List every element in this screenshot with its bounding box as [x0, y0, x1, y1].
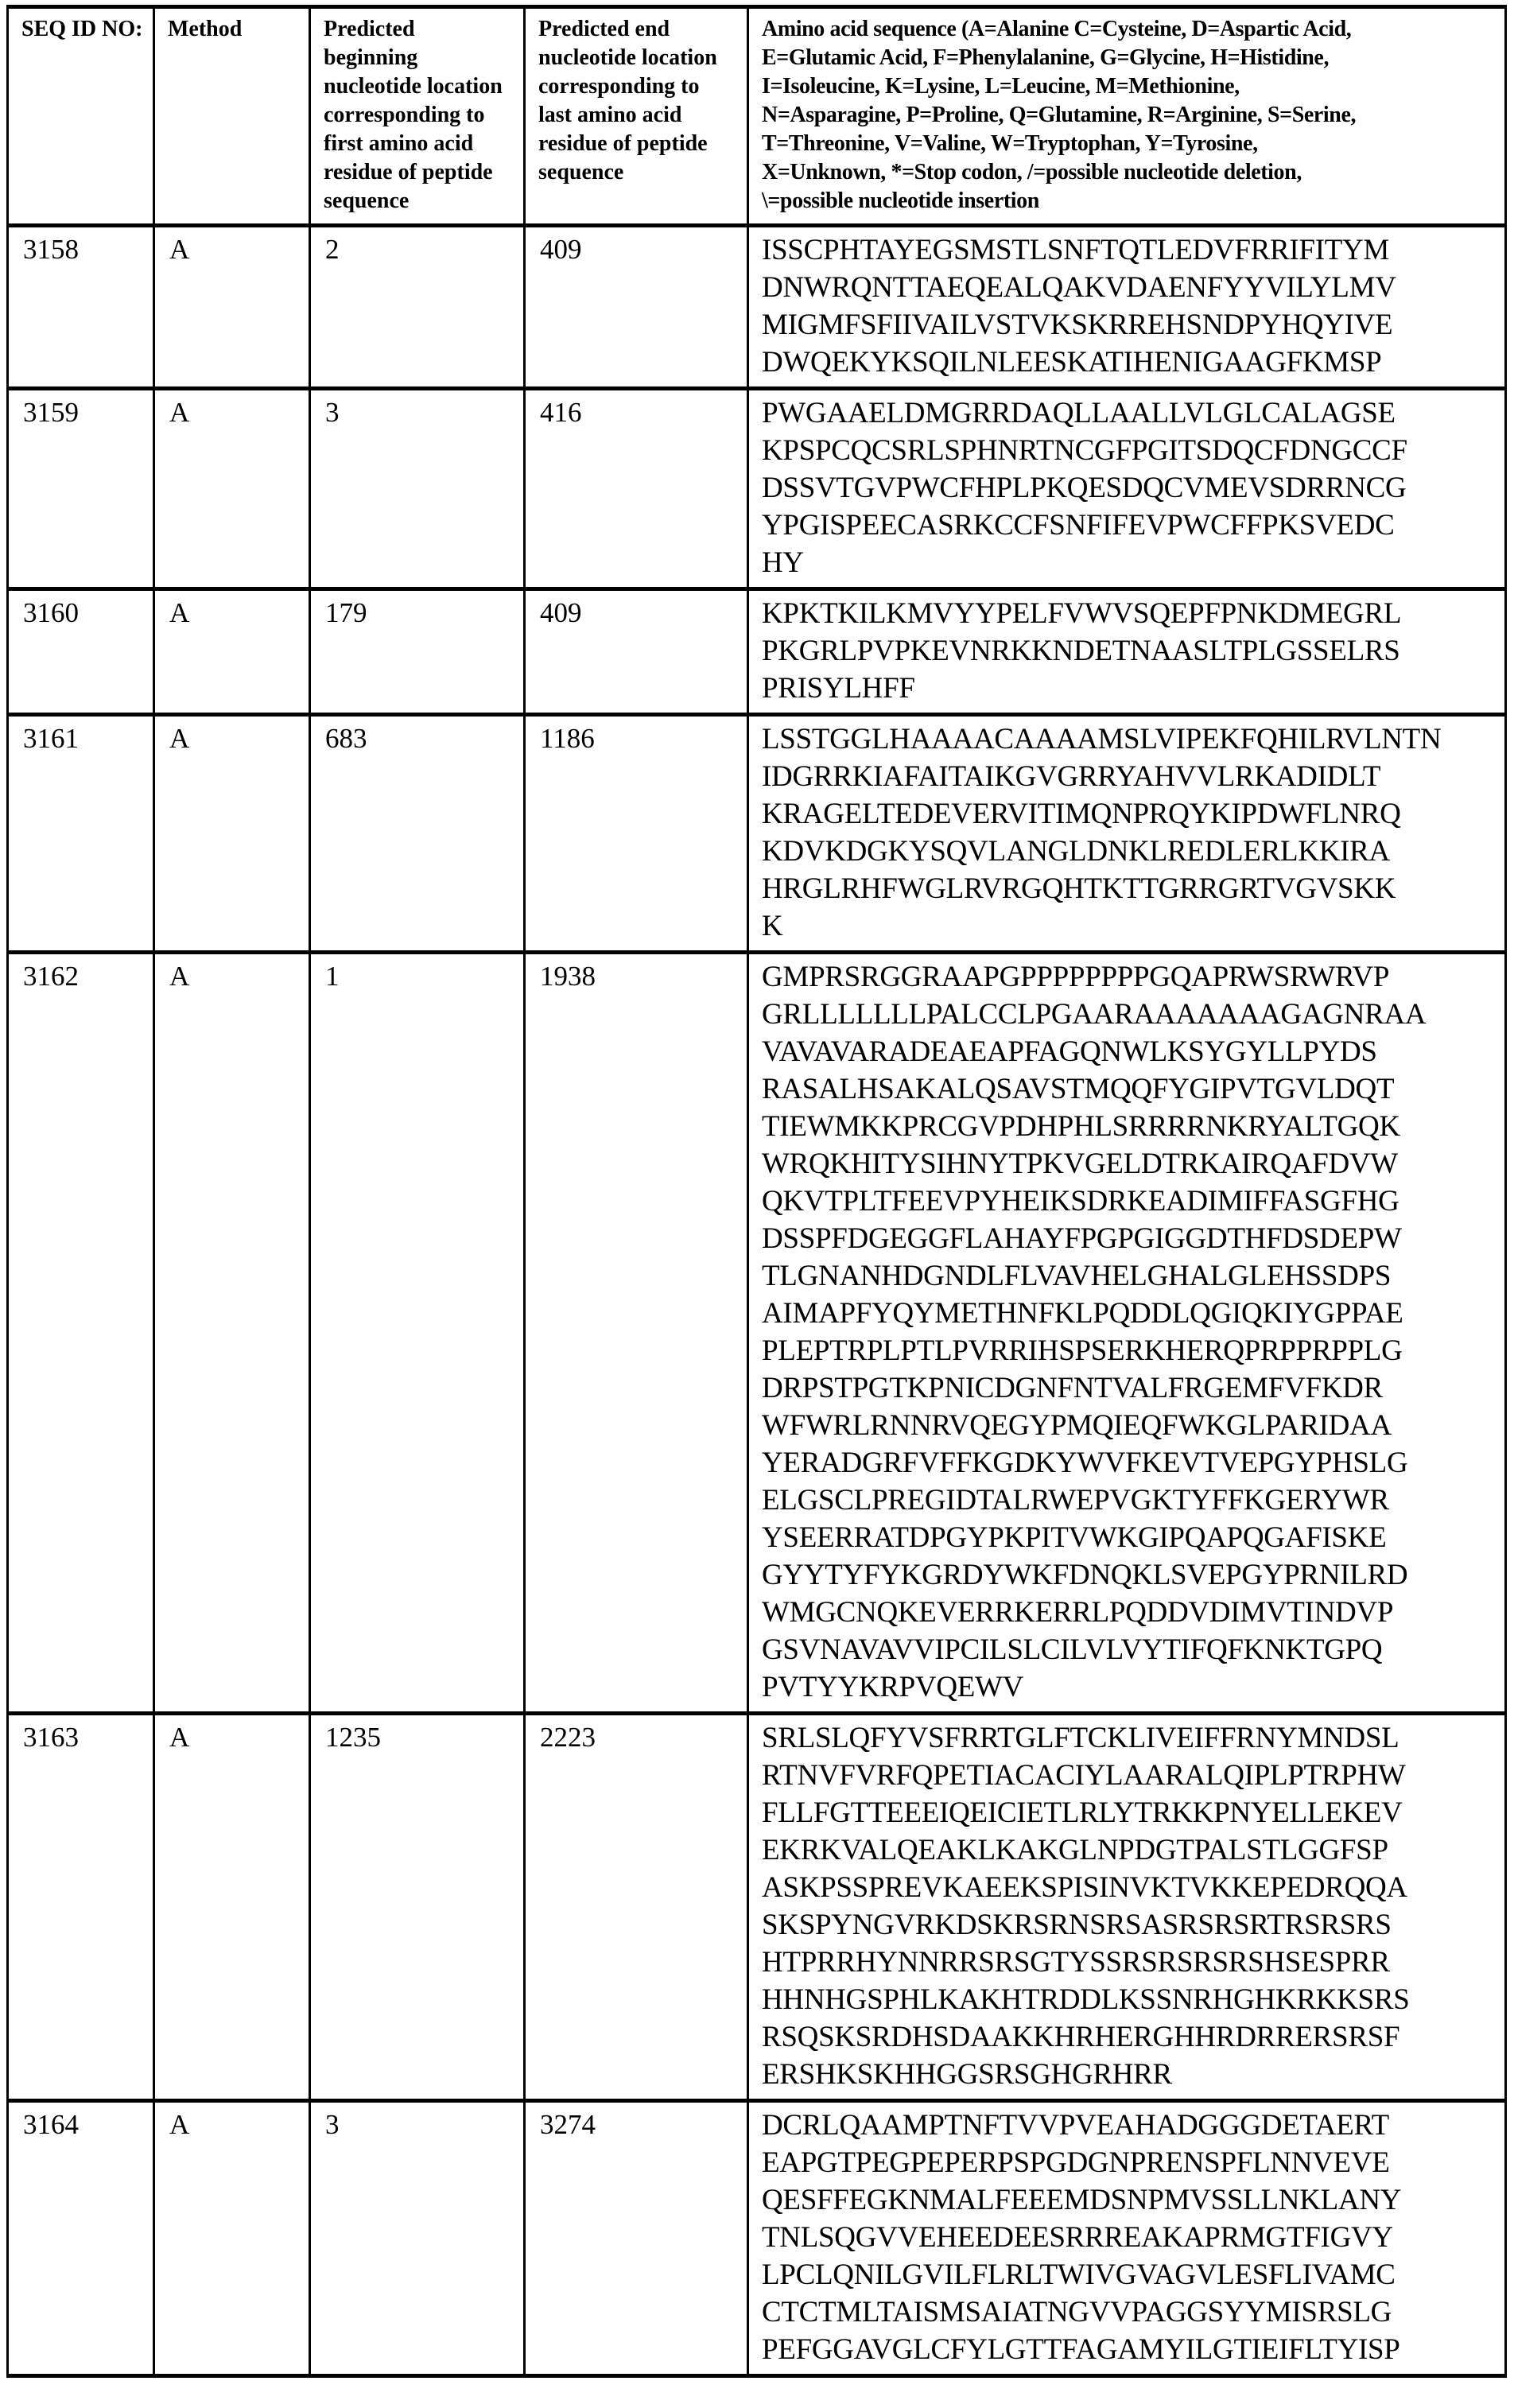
header-begin-location: Predicted beginning nucleotide location corresponding to first amino acid residue of peptide sequence [310, 7, 525, 226]
seq-id-cell: 3160 [8, 589, 154, 715]
table-row [8, 589, 1506, 715]
end-location-cell: 409 [525, 589, 748, 715]
end-location-cell: 3274 [525, 2101, 748, 2376]
sequence-listing-table [6, 5, 1507, 2378]
begin-location-cell: 2 [310, 226, 525, 389]
seq-id-cell: 3161 [8, 715, 154, 953]
method-cell: A [154, 715, 310, 953]
method-cell: A [154, 589, 310, 715]
amino-acid-sequence-cell: LSSTGGLHAAAACAAAAMSLVIPEKFQHILRVLNTN IDGRRKIAFAITAIKGVGRRYAHVVLRKADIDLT KRAGELTEDEVERVITIMQNPRQYKIPDWFLNRQ KDVKDGKYSQVLANGLDNKLREDLERLKKIRA HRGLRHFWGLRVRGQHTKTTGRRGRTVGVSKK K [748, 715, 1506, 953]
header-method: Method [154, 7, 310, 226]
amino-acid-sequence-cell: DCRLQAAMPTNFTVVPVEAHADGGGDETAERT EAPGTPEGPEPERPSPGDGNPRENSPFLNNVEVE QESFFEGKNMALFEEEMDSNPMVSSLLNKLANY TNLSQGVVEHEEDEESRRREAKAPRMGTFIGVY LPCLQNILGVILFLRLTWIVGVAGVLESFLIVAMC CTCTMLTAISMSAIATNGVVPAGGSYYMISRSLG PEFGGAVGLCFYLGTTFAGAMYILGTIEIFLTYISP [748, 2101, 1506, 2376]
begin-location-cell: 3 [310, 2101, 525, 2376]
begin-location-cell: 1 [310, 953, 525, 1714]
begin-location-cell: 3 [310, 389, 525, 589]
header-seq-id: SEQ ID NO: [8, 7, 154, 226]
end-location-cell: 2223 [525, 1714, 748, 2101]
seq-id-cell: 3163 [8, 1714, 154, 2101]
amino-acid-sequence-cell: PWGAAELDMGRRDAQLLAALLVLGLCALAGSE KPSPCQCSRLSPHNRTNCGFPGITSDQCFDNGCCF DSSVTGVPWCFHPLPKQESDQCVMEVSDRRNCG YPGISPEECASRKCCFSNFIFEVPWCFFPKSVEDC HY [748, 389, 1506, 589]
begin-location-cell: 683 [310, 715, 525, 953]
table-row [8, 2101, 1506, 2376]
end-location-cell: 1186 [525, 715, 748, 953]
table-row [8, 226, 1506, 389]
seq-id-cell: 3159 [8, 389, 154, 589]
seq-id-cell: 3158 [8, 226, 154, 389]
end-location-cell: 409 [525, 226, 748, 389]
amino-acid-sequence-cell: KPKTKILKMVYYPELFVWVSQEPFPNKDMEGRL PKGRLPVPKEVNRKKNDETNAASLTPLGSSELRS PRISYLHFF [748, 589, 1506, 715]
method-cell: A [154, 953, 310, 1714]
table-row [8, 953, 1506, 1714]
header-end-location: Predicted end nucleotide location corresponding to last amino acid residue of peptide sequence [525, 7, 748, 226]
seq-id-cell: 3162 [8, 953, 154, 1714]
table-row [8, 389, 1506, 589]
header-row [8, 7, 1506, 226]
header-amino-acid-legend: Amino acid sequence (A=Alanine C=Cysteine, D=Aspartic Acid, E=Glutamic Acid, F=Phenylalanine, G=Glycine, H=Histidine, I=Isoleucine, K=Lysine, L=Leucine, M=Methionine, N=Asparagine, P=Proline, Q=Glutamine, R=Arginine, S=Serine, T=Threonine, V=Valine, W=Tryptophan, Y=Tyrosine, X=Unknown, *=Stop codon, /=possible nucleotide deletion, \=possible nucleotide insertion [748, 7, 1506, 226]
method-cell: A [154, 2101, 310, 2376]
end-location-cell: 1938 [525, 953, 748, 1714]
amino-acid-sequence-cell: ISSCPHTAYEGSMSTLSNFTQTLEDVFRRIFITYM DNWRQNTTAEQEALQAKVDAENFYYVILYLMV MIGMFSFIIVAILVSTVKSKRREHSNDPYHQYIVE DWQEKYKSQILNLEESKATIHENIGAAGFKMSP [748, 226, 1506, 389]
amino-acid-sequence-cell: GMPRSRGGRAAPGPPPPPPPPGQAPRWSRWRVP GRLLLLLLLPALCCLPGAARAAAAAAAGAGNRAA VAVAVARADEAEAPFAGQNWLKSYGYLLPYDS RASALHSAKALQSAVSTMQQFYGIPVTGVLDQT TIEWMKKPRCGVPDHPHLSRRRRNKRYALTGQK WRQKHITYSIHNYTPKVGELDTRKAIRQAFDVW QKVTPLTFEEVPYHEIKSDRKEADIMIFFASGFHG DSSPFDGEGGFLAHAYFPGPGIGGDTHFDSDEPW TLGNANHDGNDLFLVAVHELGHALGLEHSSDPS AIMAPFYQYMETHNFKLPQDDLQGIQKIYGPPAE PLEPTRPLPTLPVRRIHSPSERKHERQPRPPRPPLG DRPSTPGTKPNICDGNFNTVALFRGEMFVFKDR WFWRLRNNRVQEGYPMQIEQFWKGLPARIDAA YERADGRFVFFKGDKYWVFKEVTVEPGYPHSLG ELGSCLPREGIDTALRWEPVGKTYFFKGERYWR YSEERRATDPGYPKPITVWKGIPQAPQGAFISKE GYYTYFYKGRDYWKFDNQKLSVEPGYPRNILRD WMGCNQKEVERRKERRLPQDDVDIMVTINDVP GSVNAVAVVIPCILSLCILVLVYTIFQFKNKTGPQ PVTYYKRPVQEWV [748, 953, 1506, 1714]
table-row [8, 1714, 1506, 2101]
method-cell: A [154, 226, 310, 389]
begin-location-cell: 179 [310, 589, 525, 715]
method-cell: A [154, 1714, 310, 2101]
amino-acid-sequence-cell: SRLSLQFYVSFRRTGLFTCKLIVEIFFRNYMNDSL RTNVFVRFQPETIACACIYLAARALQIPLPTRPHW FLLFGTTEEEIQEICIETLRLYTRKKPNYELLEKEV EKRKVALQEAKLKAKGLNPDGTPALSTLGGFSP ASKPSSPREVKAEEKSPISINVKTVKKEPEDRQQA SKSPYNGVRKDSKRSRNSRSASRSRSRTRSRSRS HTPRRHYNNRRSRSGTYSSRSRSRSRSHSESPRR HHNHGSPHLKAKHTRDDLKSSNRHGHKRKKSRS RSQSKSRDHSDAAKKHRHERGHHRDRRERSRSF ERSHKSKHHGGSRSGHGRHRR [748, 1714, 1506, 2101]
document-page [6, 5, 1504, 2378]
end-location-cell: 416 [525, 389, 748, 589]
seq-id-cell: 3164 [8, 2101, 154, 2376]
begin-location-cell: 1235 [310, 1714, 525, 2101]
method-cell: A [154, 389, 310, 589]
table-row [8, 715, 1506, 953]
